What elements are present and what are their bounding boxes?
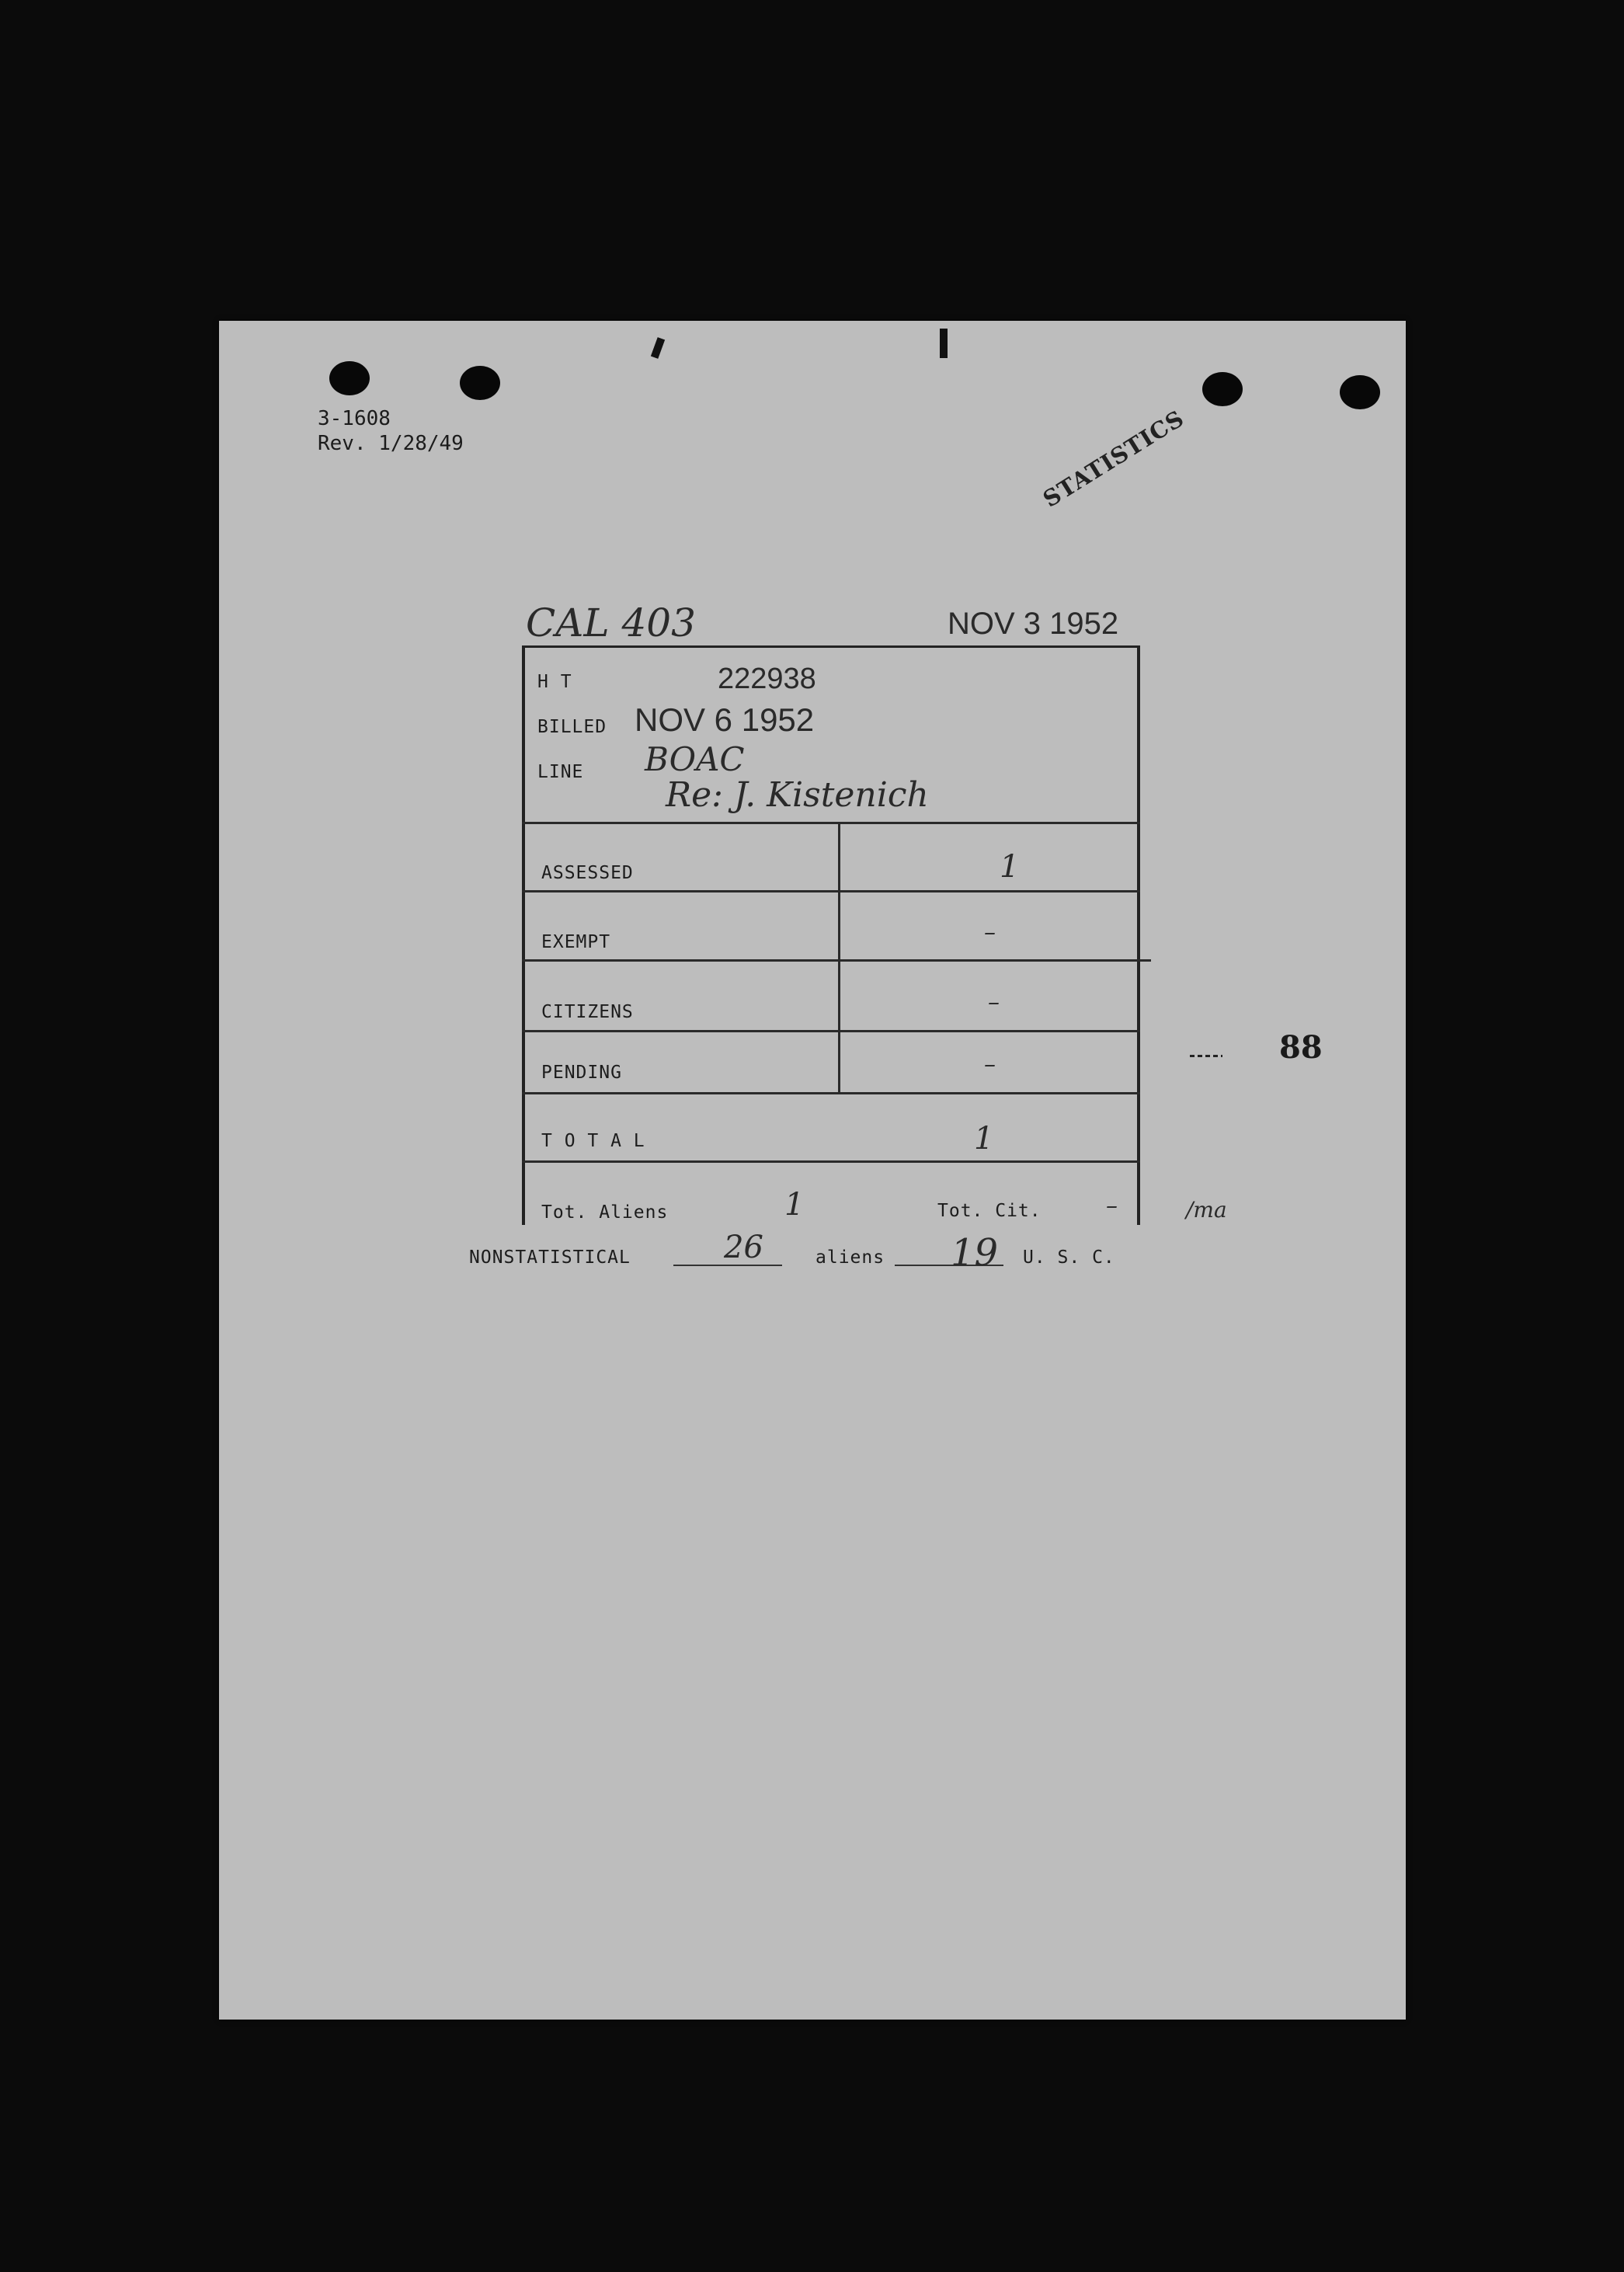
divider: [522, 1030, 1140, 1032]
row-label: PENDING: [541, 1063, 622, 1083]
row-label: ASSESSED: [541, 863, 634, 883]
staple-mark: [651, 337, 665, 359]
staple-mark: [940, 329, 948, 358]
column-divider: [838, 822, 840, 1094]
divider: [522, 959, 1151, 962]
row-label: EXEMPT: [541, 932, 611, 952]
re-note: Re: J. Kistenich: [666, 775, 929, 815]
divider: [522, 890, 1140, 892]
row-value: –: [984, 919, 996, 946]
divider: [522, 1092, 1140, 1094]
divider: [522, 1160, 1140, 1163]
row-value: 1: [1000, 849, 1020, 885]
side-number: 88: [1279, 1029, 1323, 1066]
arrival-date: NOV 3 1952: [948, 607, 1119, 641]
line-label: LINE: [537, 762, 584, 782]
nonstat-usc-value: 19: [951, 1231, 999, 1275]
dotted-leader: [1190, 1055, 1222, 1057]
form-sheet: [219, 321, 1406, 2020]
billed-date: NOV 6 1952: [635, 701, 815, 738]
row-label: CITIZENS: [541, 1002, 634, 1022]
nonstat-usc-label: U. S. C.: [1023, 1247, 1115, 1268]
form-number-text: 3-1608: [318, 407, 391, 430]
total-label: T O T A L: [541, 1131, 645, 1151]
billed-label: BILLED: [537, 717, 607, 737]
tot-cit-value: –: [1106, 1192, 1118, 1220]
row-value: –: [988, 989, 1000, 1016]
total-value: 1: [974, 1121, 994, 1157]
ht-value: 222938: [718, 663, 816, 695]
tot-aliens-label: Tot. Aliens: [541, 1202, 669, 1223]
tot-aliens-value: 1: [784, 1187, 805, 1223]
row-value: –: [984, 1051, 996, 1078]
nonstat-aliens-label: aliens: [815, 1247, 885, 1268]
punch-hole: [329, 361, 370, 395]
nonstat-aliens-value: 26: [724, 1230, 763, 1265]
divider: [522, 822, 1140, 824]
ht-label: H T: [537, 672, 572, 692]
punch-hole: [1340, 375, 1380, 409]
flight-number: CAL 403: [526, 600, 696, 645]
form-number: [318, 406, 464, 456]
line-value: BOAC: [645, 740, 745, 778]
initials: /ma: [1186, 1197, 1227, 1223]
form-revision: Rev. 1/28/49: [318, 432, 464, 455]
punch-hole: [460, 366, 500, 400]
nonstat-label: NONSTATISTICAL: [469, 1247, 631, 1268]
punch-hole: [1202, 372, 1243, 406]
statistics-stamp: STATISTICS: [1038, 405, 1189, 513]
tot-cit-label: Tot. Cit.: [937, 1201, 1042, 1221]
